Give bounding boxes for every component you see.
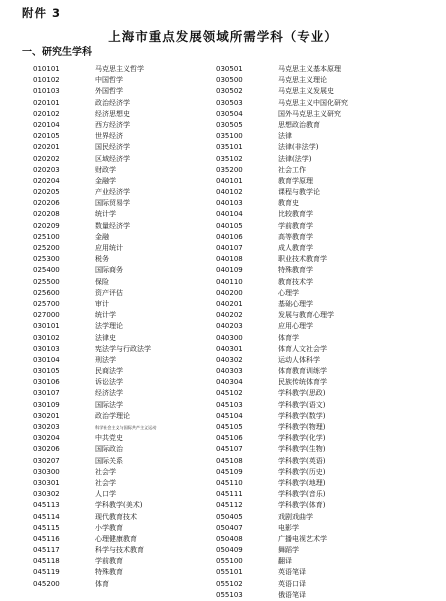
subject-row [33, 534, 156, 545]
subject-name: 人口学 [95, 490, 116, 499]
subject-code: 040102 [216, 188, 243, 197]
subject-row [33, 109, 156, 120]
subject-row [33, 165, 156, 176]
subject-code: 030102 [33, 333, 60, 342]
subject-code: 020206 [33, 199, 60, 208]
subject-row [216, 422, 348, 433]
subject-row [216, 277, 348, 288]
subject-code: 020205 [33, 188, 60, 197]
subject-row [33, 545, 156, 556]
subject-row [33, 579, 156, 590]
subject-name: 法律(法学) [278, 154, 312, 163]
subject-name: 国民经济学 [95, 143, 130, 152]
subject-name: 科学与技术教育 [95, 546, 144, 555]
subject-row [216, 512, 348, 523]
subject-name: 社会学 [95, 467, 116, 476]
subject-code: 020201 [33, 143, 60, 152]
subject-row [216, 165, 348, 176]
subject-code: 030301 [33, 478, 60, 487]
subject-row [216, 254, 348, 265]
subject-name: 税务 [95, 255, 109, 264]
subject-name: 广播电视艺术学 [278, 534, 327, 543]
subject-name: 民商法学 [95, 367, 123, 376]
subject-row [33, 400, 156, 411]
subject-row [33, 422, 156, 433]
subject-name: 学前教育学 [278, 221, 313, 230]
subject-code: 025400 [33, 266, 60, 275]
subject-row [33, 321, 156, 332]
subject-row [33, 523, 156, 534]
subject-code: 020105 [33, 132, 60, 141]
section-heading: 一、研究生学科 [22, 47, 92, 58]
subject-row [216, 500, 348, 511]
subject-code: 020102 [33, 109, 60, 118]
subject-code: 040110 [216, 277, 243, 286]
subject-name: 统计学 [95, 210, 116, 219]
subject-code: 035102 [216, 154, 243, 163]
subject-row [216, 142, 348, 153]
subject-name: 学科教学(物理) [278, 423, 326, 431]
subject-row [216, 109, 348, 120]
subject-row [216, 64, 348, 75]
subject-name: 学科教学(数学) [278, 411, 326, 420]
subject-code: 010103 [33, 87, 60, 96]
subject-code: 030103 [33, 344, 60, 353]
subject-name: 学科教学(体育) [278, 501, 326, 510]
subject-name: 马克思主义哲学 [95, 65, 144, 73]
subject-name: 经济法学 [95, 389, 123, 398]
subject-name: 法学理论 [95, 322, 123, 331]
subject-row [33, 388, 156, 399]
subject-name: 马克思主义发展史 [278, 87, 334, 96]
subject-row [33, 254, 156, 265]
subject-row [216, 456, 348, 467]
subject-name: 心理学 [278, 288, 299, 297]
subject-row [216, 400, 348, 411]
subject-name: 国际政治 [95, 445, 123, 454]
subject-code: 045103 [216, 400, 243, 409]
subject-code: 030500 [216, 76, 243, 85]
subject-row [216, 98, 348, 109]
subject-row [216, 333, 348, 344]
subject-code: 055102 [216, 579, 243, 588]
subject-name: 外国哲学 [95, 87, 123, 96]
subject-name: 国际关系 [95, 456, 123, 465]
subject-row [33, 131, 156, 142]
subject-name: 学科教学(英语) [278, 456, 326, 465]
subject-name: 统计学 [95, 311, 116, 320]
subject-name: 国外马克思主义研究 [278, 109, 341, 118]
subject-code: 030107 [33, 389, 60, 398]
subject-name: 职业技术教育学 [278, 255, 327, 264]
subject-name: 英语笔译 [278, 568, 306, 577]
subject-code: 040201 [216, 299, 243, 308]
subject-name: 社会学 [95, 478, 116, 487]
subject-code: 040106 [216, 232, 243, 241]
subject-code: 055103 [216, 590, 243, 599]
subject-row [216, 444, 348, 455]
subject-row [216, 310, 348, 321]
subject-name: 俄语笔译 [278, 590, 306, 599]
subject-name: 思想政治教育 [278, 120, 320, 129]
subject-code: 045200 [33, 579, 60, 588]
subject-name: 刑法学 [95, 355, 116, 364]
subject-row [216, 232, 348, 243]
subject-code: 045119 [33, 568, 60, 577]
subject-code: 055101 [216, 568, 243, 577]
subject-code: 045114 [33, 512, 60, 521]
subject-name: 小学教育 [95, 523, 123, 532]
subject-code: 040301 [216, 344, 243, 353]
subject-code: 020202 [33, 154, 60, 163]
subject-name: 中国哲学 [95, 76, 123, 85]
subject-row [216, 556, 348, 567]
subject-name: 应用统计 [95, 244, 123, 252]
subject-code: 020204 [33, 176, 60, 185]
subject-row [216, 377, 348, 388]
subject-code: 030105 [33, 367, 60, 376]
subject-code: 045115 [33, 523, 60, 532]
subject-name: 学科教学(化学) [278, 434, 326, 443]
subject-name: 保险 [95, 277, 109, 286]
subject-row [216, 478, 348, 489]
subject-row [216, 209, 348, 220]
subject-name: 马克思主义理论 [278, 76, 327, 85]
subject-code: 030502 [216, 87, 243, 96]
subject-code: 030300 [33, 467, 60, 476]
subject-row [33, 467, 156, 478]
subject-code: 040101 [216, 176, 243, 185]
subject-code: 045104 [216, 411, 243, 420]
subject-name: 国际法学 [95, 400, 123, 409]
subject-row [33, 366, 156, 377]
subject-row [33, 299, 156, 310]
subject-name: 经济思想史 [95, 109, 130, 118]
subject-row [33, 209, 156, 220]
subject-row [33, 142, 156, 153]
subject-row [216, 366, 348, 377]
attachment-label: 附件 3 [22, 6, 62, 20]
right-subject-column [216, 64, 348, 601]
subject-name: 中共党史 [95, 434, 123, 443]
subject-name: 政治学理论 [95, 411, 130, 420]
subject-name: 学科教学(语文) [278, 400, 326, 409]
subject-row [33, 120, 156, 131]
subject-name: 审计 [95, 299, 109, 308]
subject-name: 数量经济学 [95, 221, 130, 230]
subject-name: 社会工作 [278, 165, 306, 174]
subject-name: 学科教学(音乐) [278, 490, 326, 499]
subject-name: 政治经济学 [95, 98, 130, 107]
subject-code: 025100 [33, 232, 60, 241]
subject-code: 040302 [216, 355, 243, 364]
subject-code: 050407 [216, 523, 243, 532]
subject-name: 学科教学(生物) [278, 445, 326, 454]
subject-code: 055100 [216, 557, 243, 566]
subject-code: 045118 [33, 557, 60, 566]
subject-code: 030204 [33, 434, 60, 443]
subject-code: 035200 [216, 165, 243, 174]
subject-name: 法律 [278, 132, 292, 141]
subject-code: 030203 [33, 423, 60, 431]
subject-row [33, 176, 156, 187]
subject-code: 020104 [33, 120, 60, 129]
subject-name: 成人教育学 [278, 244, 313, 252]
subject-code: 040300 [216, 333, 243, 342]
subject-code: 045107 [216, 445, 243, 454]
subject-name: 产业经济学 [95, 188, 130, 197]
subject-row [216, 265, 348, 276]
subject-row [216, 433, 348, 444]
subject-name: 运动人体科学 [278, 355, 320, 364]
subject-name: 学科教学(美术) [95, 501, 143, 510]
subject-code: 030503 [216, 98, 243, 107]
subject-row [216, 120, 348, 131]
subject-code: 050409 [216, 546, 243, 555]
subject-row [216, 243, 348, 254]
subject-code: 027000 [33, 311, 60, 320]
subject-name: 比较教育学 [278, 210, 313, 219]
subject-row [33, 512, 156, 523]
subject-code: 040108 [216, 255, 243, 264]
subject-row [33, 344, 156, 355]
subject-code: 030504 [216, 109, 243, 118]
subject-row [33, 567, 156, 578]
subject-name: 体育人文社会学 [278, 344, 327, 353]
subject-name: 戏剧戏曲学 [278, 512, 313, 521]
subject-code: 040202 [216, 311, 243, 320]
subject-name: 应用心理学 [278, 322, 313, 331]
subject-row [33, 98, 156, 109]
subject-row [216, 579, 348, 590]
subject-name: 区域经济学 [95, 154, 130, 163]
subject-row [216, 411, 348, 422]
subject-row [216, 523, 348, 534]
subject-row [216, 198, 348, 209]
subject-code: 030302 [33, 490, 60, 499]
subject-code: 025300 [33, 255, 60, 264]
subject-name: 诉讼法学 [95, 378, 123, 387]
subject-code: 010101 [33, 65, 60, 73]
subject-name: 特殊教育 [95, 568, 123, 577]
subject-row [33, 377, 156, 388]
subject-code: 045112 [216, 501, 243, 510]
subject-name: 舞蹈学 [278, 546, 299, 555]
subject-code: 040103 [216, 199, 243, 208]
subject-name: 现代教育技术 [95, 512, 137, 521]
subject-name: 教育技术学 [278, 277, 313, 286]
subject-row [216, 75, 348, 86]
subject-name: 法律史 [95, 333, 116, 342]
subject-name: 学科教学(思政) [278, 389, 326, 398]
subject-row [216, 187, 348, 198]
subject-row [216, 221, 348, 232]
subject-row [33, 288, 156, 299]
subject-code: 045106 [216, 434, 243, 443]
subject-code: 040200 [216, 288, 243, 297]
subject-name: 体育教育训练学 [278, 367, 327, 376]
subject-code: 020209 [33, 221, 60, 230]
subject-row [33, 277, 156, 288]
subject-code: 030206 [33, 445, 60, 454]
subject-row [33, 221, 156, 232]
subject-row [216, 176, 348, 187]
subject-row [33, 444, 156, 455]
subject-row [33, 86, 156, 97]
subject-code: 045117 [33, 546, 60, 555]
subject-name: 心理健康教育 [95, 534, 137, 543]
subject-code: 025700 [33, 299, 60, 308]
subject-code: 040304 [216, 378, 243, 387]
subject-row [33, 433, 156, 444]
subject-code: 030201 [33, 411, 60, 420]
subject-row [33, 265, 156, 276]
subject-name: 学科教学(历史) [278, 467, 326, 476]
subject-name: 西方经济学 [95, 120, 130, 129]
subject-name: 金融 [95, 232, 109, 241]
subject-code: 040105 [216, 221, 243, 230]
subject-name: 体育 [95, 579, 109, 588]
subject-name: 教育史 [278, 199, 299, 208]
subject-code: 030109 [33, 400, 60, 409]
subject-code: 030505 [216, 120, 243, 129]
subject-code: 035101 [216, 143, 243, 152]
subject-name: 马克思主义基本原理 [278, 65, 341, 73]
subject-row [33, 198, 156, 209]
subject-name: 宪法学与行政法学 [95, 344, 151, 353]
subject-name: 财政学 [95, 165, 116, 174]
page-title: 上海市重点发展领域所需学科（专业） [108, 29, 338, 44]
subject-name: 国际商务 [95, 266, 123, 275]
subject-code: 030104 [33, 355, 60, 364]
subject-row [33, 243, 156, 254]
subject-row [33, 310, 156, 321]
subject-name: 金融学 [95, 176, 116, 185]
subject-code: 050408 [216, 534, 243, 543]
subject-code: 035100 [216, 132, 243, 141]
subject-row [33, 478, 156, 489]
subject-name: 资产评估 [95, 288, 123, 297]
subject-code: 030207 [33, 456, 60, 465]
subject-row [216, 388, 348, 399]
subject-code: 020203 [33, 165, 60, 174]
subject-code: 025600 [33, 288, 60, 297]
subject-code: 045109 [216, 467, 243, 476]
subject-row [216, 154, 348, 165]
subject-name: 特殊教育学 [278, 266, 313, 275]
subject-name: 电影学 [278, 523, 299, 532]
subject-code: 045102 [216, 389, 243, 398]
subject-name: 法律(非法学) [278, 143, 319, 152]
subject-code: 045105 [216, 423, 243, 431]
subject-row [33, 489, 156, 500]
subject-code: 025200 [33, 244, 60, 252]
subject-code: 045110 [216, 478, 243, 487]
subject-row [33, 355, 156, 366]
subject-code: 040303 [216, 367, 243, 376]
subject-row [33, 411, 156, 422]
subject-name: 学前教育 [95, 557, 123, 566]
subject-code: 020208 [33, 210, 60, 219]
subject-row [216, 131, 348, 142]
subject-code: 050405 [216, 512, 243, 521]
subject-row [33, 232, 156, 243]
subject-code: 020101 [33, 98, 60, 107]
subject-row [216, 590, 348, 601]
subject-row [216, 344, 348, 355]
subject-row [216, 299, 348, 310]
subject-name: 学科教学(地理) [278, 478, 326, 487]
subject-name: 科学社会主义与国际共产主义运动 [95, 425, 157, 430]
subject-name: 体育学 [278, 333, 299, 342]
subject-row [216, 567, 348, 578]
subject-code: 040203 [216, 322, 243, 331]
subject-row [33, 75, 156, 86]
subject-name: 国际贸易学 [95, 199, 130, 208]
subject-code: 030101 [33, 322, 60, 331]
subject-row [216, 489, 348, 500]
subject-code: 030501 [216, 65, 243, 73]
subject-row [33, 64, 156, 75]
subject-name: 翻译 [278, 557, 292, 566]
subject-code: 045108 [216, 456, 243, 465]
subject-name: 马克思主义中国化研究 [278, 98, 348, 107]
subject-row [216, 86, 348, 97]
subject-row [216, 534, 348, 545]
subject-row [33, 556, 156, 567]
subject-row [33, 187, 156, 198]
subject-code: 045113 [33, 501, 60, 510]
subject-name: 英语口译 [278, 579, 306, 588]
subject-name: 课程与教学论 [278, 188, 320, 197]
subject-name: 教育学原理 [278, 176, 313, 185]
subject-code: 040109 [216, 266, 243, 275]
subject-row [33, 333, 156, 344]
subject-name: 世界经济 [95, 132, 123, 141]
subject-code: 045111 [216, 490, 243, 499]
subject-row [33, 154, 156, 165]
subject-row [216, 321, 348, 332]
subject-row [216, 355, 348, 366]
subject-name: 高等教育学 [278, 232, 313, 241]
subject-code: 025500 [33, 277, 60, 286]
subject-row [216, 545, 348, 556]
subject-row [216, 288, 348, 299]
subject-code: 045116 [33, 534, 60, 543]
subject-name: 发展与教育心理学 [278, 311, 334, 320]
left-subject-column [33, 64, 156, 590]
subject-code: 030106 [33, 378, 60, 387]
subject-row [216, 467, 348, 478]
subject-code: 040107 [216, 244, 243, 252]
subject-name: 基础心理学 [278, 299, 313, 308]
subject-name: 民族传统体育学 [278, 378, 327, 387]
subject-code: 040104 [216, 210, 243, 219]
subject-row [33, 456, 156, 467]
subject-row [33, 500, 156, 511]
subject-code: 010102 [33, 76, 60, 85]
